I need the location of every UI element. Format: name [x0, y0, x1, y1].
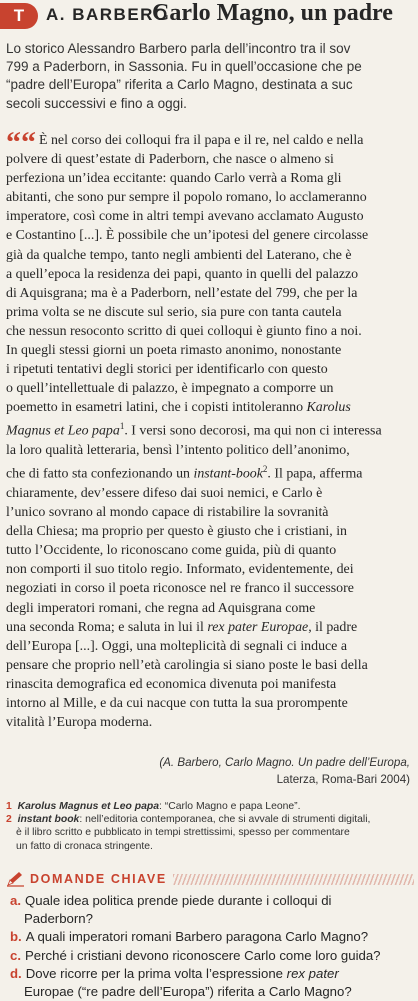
body-line: la loro qualità letteraria, bensì l’intento politico dell’anonimo,	[6, 443, 350, 459]
body-line: chiaramente, dev’essere difeso dai suoi nemici, e Carlo è	[6, 485, 323, 501]
body-line: In quegli stessi giorni un poeta rimasto anonimo, nonostante	[6, 343, 342, 359]
question-item: c. Perché i cristiani devono riconoscere Carlo come loro guida?	[10, 947, 381, 963]
footnote: 1 Karolus Magnus et Leo papa: “Carlo Magno e papa Leone”.	[6, 801, 301, 812]
body-line: negoziati in corso il poeta riconosce nel re franco il successore	[6, 581, 354, 597]
body-line: intorno al Mille, e da cui nacque con tutta la sua prorompente	[6, 695, 348, 711]
key-questions-label: DOMANDE CHIAVE	[30, 872, 167, 886]
body-line: già da qualche tempo, tanto negli ambienti del Laterano, che è	[6, 247, 352, 263]
question-item: a. Quale idea politica prende piede durante i colloqui di Paderborn?	[10, 893, 332, 927]
body-line: dell’Europa [...]. Oggi, una molteplicità di segnali ci induce a	[6, 638, 347, 654]
decorative-stripes	[173, 874, 414, 885]
body-line: imperatore, così come in altri tempi avevano acclamato Augusto	[6, 209, 364, 225]
body-line: tutto l’Occidente, lo riconoscano come guida, più di quanto	[6, 543, 337, 559]
intro-line: 799 a Paderborn, in Sassonia. Fu in quell’occasione che pe	[6, 59, 362, 75]
footnote-continuation: è il libro scritto e pubblicato in tempi strettissimi, spesso per commentare	[16, 827, 350, 839]
questions-list	[6, 892, 416, 1001]
author-name: A. BARBERO	[46, 5, 169, 24]
body-line: vitalità l’Europa moderna.	[6, 715, 153, 731]
question-item: d. Dove ricorre per la prima volta l’espressione rex pater Europae (“re padre dell’Europa”) riferita a Carlo Magno?	[10, 965, 352, 1000]
intro-paragraph	[6, 40, 418, 113]
footnote-continuation: un fatto di cronaca stringente.	[16, 840, 153, 852]
key-questions-header	[6, 870, 414, 888]
body-line: prima volta se ne discute sul serio, sia pure con tanta cautela	[6, 304, 342, 320]
citation-line: Laterza, Roma-Bari 2004)	[276, 773, 410, 786]
source-citation	[159, 754, 410, 788]
body-line: della Chiesa; ma proprio per questo è giusto che i cristiani, in	[6, 524, 348, 540]
pen-icon	[6, 871, 26, 887]
footnotes	[6, 800, 416, 853]
body-line: a quell’epoca la residenza dei papi, quanto in quelli del palazzo	[6, 266, 359, 282]
intro-line: secoli successivi e fino a oggi.	[6, 95, 187, 111]
body-line: non comporti il suo titolo regio. Informato, evidentemente, dei	[6, 562, 354, 578]
body-line: polvere di quest’estate di Paderborn, che nasce o almeno si	[6, 152, 334, 168]
body-line: abitanti, che sono pur sempre il popolo romano, lo acclameranno	[6, 190, 367, 206]
body-line: degli imperatori romani, che regna ad Aquisgrana come	[6, 600, 316, 616]
footnote: 2 instant book: nell’editoria contemporanea, che si avvale di strumenti digitali,	[6, 814, 371, 826]
intro-line: “padre dell’Europa” riferita a Carlo Magno, destinata a suc	[6, 77, 353, 93]
body-line: una seconda Roma; e saluta in lui il rex pater Europae, il padre	[6, 619, 358, 635]
body-line: l’unico sovrano al mondo capace di ristabilire la sovranità	[6, 505, 329, 521]
quote-mark-icon: ““	[6, 126, 36, 159]
text-badge: T	[0, 3, 38, 29]
question-item: b. A quali imperatori romani Barbero paragona Carlo Magno?	[10, 929, 369, 945]
body-line: i ripetuti tentativi degli storici per identificarlo con questo	[6, 362, 328, 378]
body-line: rinascita demografica ed economica divenuta poi manifesta	[6, 676, 337, 692]
body-line: e Costantino [...]. È possibile che un’ipotesi del genere circolasse	[6, 228, 369, 244]
page-title: Carlo Magno, un padre	[152, 0, 393, 26]
page-header	[0, 0, 418, 38]
excerpt-body	[6, 126, 414, 732]
body-line: perfeziona un’idea eccitante: quando Carlo verrà a Roma gli	[6, 171, 342, 187]
body-line: che di fatto sta confezionando un instant-book$^2$. Il papa, afferma	[6, 464, 363, 482]
citation-line: (A. Barbero, Carlo Magno. Un padre dell’Europa,	[159, 756, 410, 769]
body-line: di Aquisgrana; ma è a Paderborn, nell’estate del 799, che per la	[6, 285, 358, 301]
body-line: ““ È nel corso dei colloqui fra il papa e il re, nel caldo e nella	[6, 126, 364, 159]
body-line: o quell’intellettuale di palazzo, è impegnato a comporre un	[6, 381, 334, 397]
body-line: poemetto in esametri latini, che i copisti intitoleranno Karolus	[6, 400, 351, 416]
intro-line: Lo storico Alessandro Barbero parla dell’incontro tra il sov	[6, 41, 351, 56]
body-line: pensare che proprio nell’età carolingia si siano poste le basi della	[6, 657, 368, 673]
body-line: Magnus et Leo papa$^1$. I versi sono decorosi, ma qui non ci interessa	[6, 421, 382, 440]
body-line: che nessun resoconto scritto di quei colloqui è giunto fino a noi.	[6, 323, 362, 339]
